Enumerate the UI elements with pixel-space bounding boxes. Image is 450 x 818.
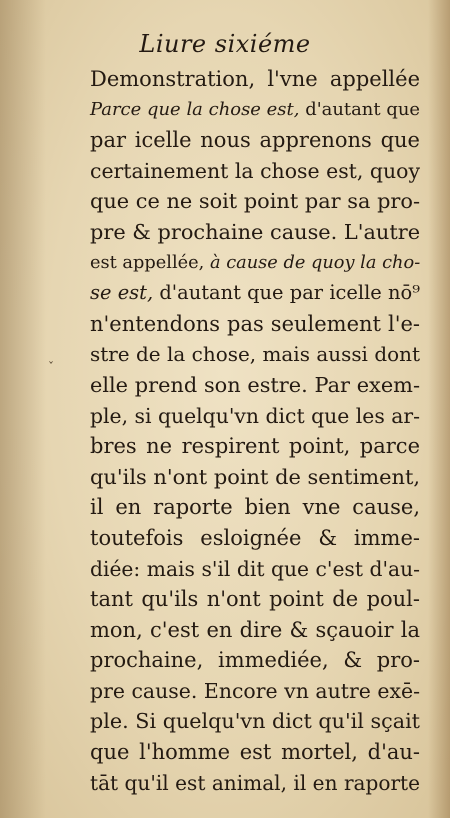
- text-segment: ple, si quelqu'vn dict que les ar-: [90, 403, 420, 428]
- text-segment: n'entendons pas seulement l'e-: [90, 311, 420, 336]
- text-line: [90, 217, 420, 248]
- text-line: [90, 554, 420, 585]
- text-segment: que ce ne soit point par sa pro-: [90, 189, 420, 214]
- text-line: [90, 737, 420, 768]
- body-text: [90, 64, 420, 798]
- text-line: [90, 584, 420, 615]
- text-segment: est appellée,: [90, 252, 210, 273]
- margin-mark: ˇ: [48, 360, 54, 374]
- text-line: [90, 645, 420, 676]
- text-line: [90, 248, 420, 279]
- text-segment: stre de la chose, mais aussi dont: [90, 342, 420, 367]
- text-line: [90, 186, 420, 217]
- text-line: [90, 676, 420, 707]
- text-segment: qu'ils n'ont point de sentiment,: [90, 464, 421, 489]
- italic-phrase: Parce que la chose est,: [90, 98, 300, 120]
- text-line: [90, 95, 420, 126]
- italic-phrase: se est,: [90, 281, 154, 305]
- text-segment: elle prend son estre. Par exem-: [90, 372, 420, 397]
- text-line: [90, 492, 420, 523]
- text-segment: certainement la chose est, quoy: [90, 158, 420, 183]
- text-line: [90, 401, 420, 432]
- text-line: [90, 523, 420, 554]
- text-segment: mon, c'est en dire & sçauoir la: [90, 617, 420, 642]
- text-line: [90, 339, 420, 370]
- running-head: Liure sixiéme: [139, 30, 311, 58]
- text-line: [90, 768, 420, 799]
- text-segment: d'autant que par icelle nō⁹: [153, 281, 420, 305]
- text-line: [90, 431, 420, 462]
- text-segment: tant qu'ils n'ont point de poul-: [90, 587, 420, 612]
- text-line: [90, 64, 420, 95]
- text-segment: Demonstration, l'vne appellée: [90, 67, 420, 91]
- text-segment: pre & prochaine cause. L'autre: [90, 219, 421, 244]
- text-line: [90, 278, 420, 309]
- text-line: [90, 156, 420, 187]
- text-line: [90, 125, 420, 156]
- text-segment: tāt qu'il est animal, il en raporte: [90, 770, 420, 795]
- text-line: [90, 370, 420, 401]
- text-line: [90, 462, 420, 493]
- text-segment: bres ne respirent point, parce: [90, 434, 420, 459]
- text-segment: pre cause. Encore vn autre exē-: [90, 678, 420, 703]
- italic-phrase: à cause de quoy la cho-: [209, 252, 421, 273]
- text-segment: il en raporte bien vne cause,: [90, 495, 420, 520]
- text-segment: par icelle nous apprenons que: [90, 128, 420, 153]
- text-line: [90, 706, 420, 737]
- text-line: [90, 309, 420, 340]
- text-segment: toutefois esloignée & imme-: [90, 525, 420, 550]
- text-segment: diée: mais s'il dit que c'est d'au-: [90, 556, 420, 581]
- text-segment: prochaine, immediée, & pro-: [90, 648, 420, 673]
- text-segment: d'autant que: [299, 98, 420, 120]
- text-segment: ple. Si quelqu'vn dict qu'il sçait: [90, 709, 420, 734]
- text-line: [90, 615, 420, 646]
- text-segment: que l'homme est mortel, d'au-: [90, 740, 420, 765]
